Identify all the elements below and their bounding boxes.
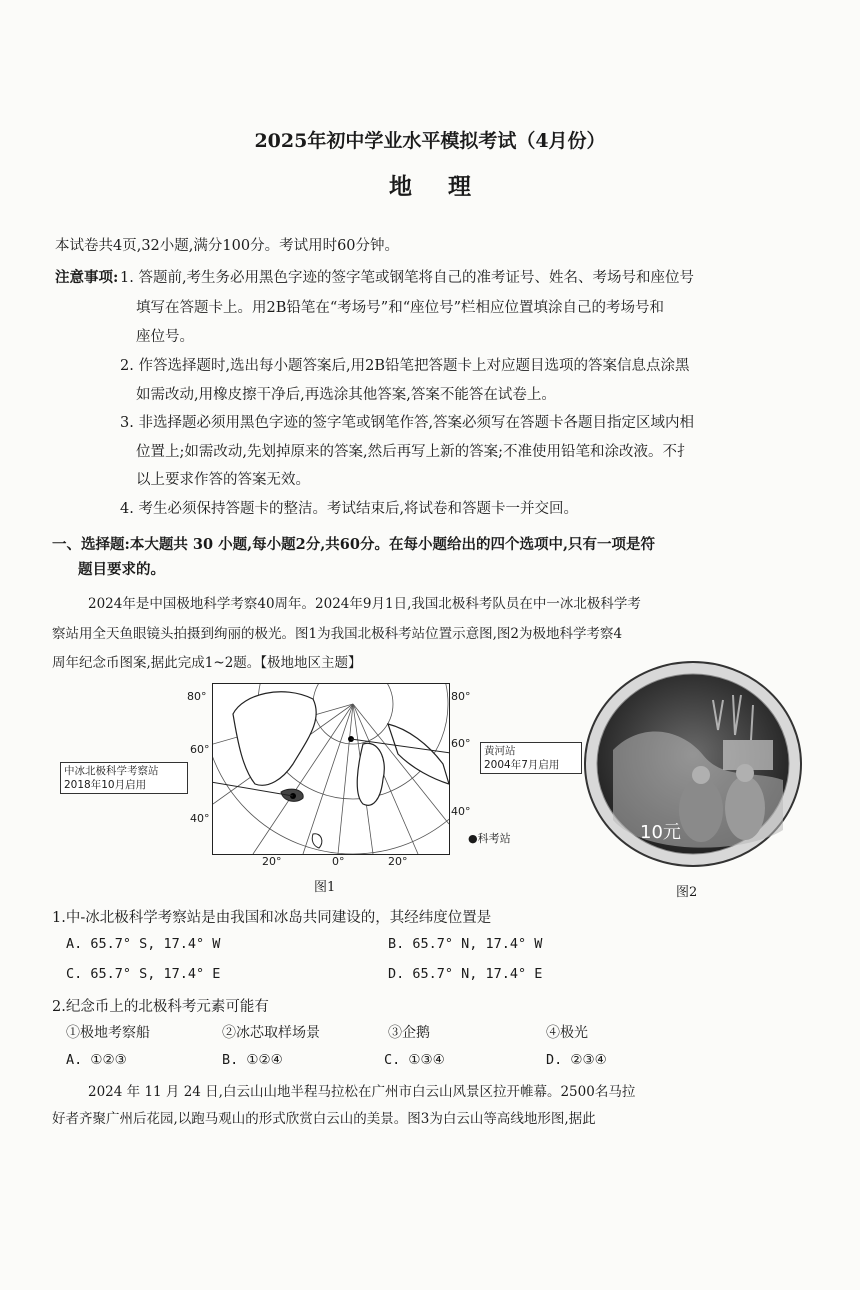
lat-label: 60° — [190, 743, 210, 756]
note-line: 以上要求作答的答案无效。 — [136, 472, 310, 488]
map-legend: ●科考站 — [468, 832, 511, 845]
subject-title: 地 理 — [388, 173, 485, 200]
passage-line: 2024年是中国极地科学考察40周年。2024年9月1日,我国北极科考队员在中一冰北极科学考 — [88, 596, 641, 612]
polar-map — [212, 683, 450, 855]
note-line: 位置上;如需改动,先划掉原来的答案,然后再写上新的答案;不准使用铅笔和涂改液。不扌 — [136, 444, 692, 460]
lon-label: 20° — [388, 855, 408, 868]
option-b: B. ①②④ — [222, 1052, 283, 1068]
station-label-iceland: 中冰北极科学考察站 2018年10月启用 — [60, 762, 188, 794]
option-d: D. ②③④ — [546, 1052, 607, 1068]
note-line: 如需改动,用橡皮擦干净后,再选涂其他答案,答案不能答在试卷上。 — [136, 387, 556, 403]
passage-line: 察站用全天鱼眼镜头拍摄到绚丽的极光。图1为我国北极科考站位置示意图,图2为极地科学考察4 — [52, 626, 623, 642]
note-line: 1. 答题前,考生务必用黑色字迹的签字笔或钢笔将自己的准考证号、姓名、考场号和座位号 — [120, 270, 695, 286]
note-line: 填写在答题卡上。用2B铅笔在“考场号”和“座位号”栏相应位置填涂自己的考场号和 — [136, 300, 665, 316]
note-line: 座位号。 — [136, 329, 194, 345]
lon-label: 20° — [262, 855, 282, 868]
lat-label: 80° — [187, 690, 207, 703]
element-item: ③企鹅 — [388, 1025, 430, 1041]
note-line: 4. 考生必须保持答题卡的整洁。考试结束后,将试卷和答题卡一并交回。 — [120, 501, 579, 517]
exam-title: 2025年初中学业水平模拟考试（4月份） — [254, 130, 606, 152]
option-b: B. 65.7° N, 17.4° W — [388, 936, 543, 952]
lon-label: 0° — [332, 855, 345, 868]
note-line: 2. 作答选择题时,选出每小题答案后,用2B铅笔把答题卡上对应题目选项的答案信息点涂黑 — [120, 358, 690, 374]
passage-line: 2024 年 11 月 24 日,白云山山地半程马拉松在广州市白云山风景区拉开帷幕。2500名马拉 — [88, 1084, 636, 1100]
lat-label: 40° — [190, 812, 210, 825]
coin-value: 10元 — [640, 822, 681, 843]
notes-label: 注意事项: — [55, 269, 119, 286]
lat-label: 80° — [451, 690, 471, 703]
note-line: 3. 非选择题必须用黑色字迹的签字笔或钢笔作答,答案必须写在答题卡各题目指定区域内相 — [120, 415, 695, 431]
lat-label: 40° — [451, 805, 471, 818]
passage-line: 周年纪念币图案,据此完成1~2题。【极地地区主题】 — [52, 655, 362, 671]
section-heading: 一、选择题:本大题共 30 小题,每小题2分,共60分。在每小题给出的四个选项中,只有一项是符 — [52, 536, 656, 553]
element-item: ②冰芯取样场景 — [222, 1025, 320, 1041]
passage-line: 好者齐聚广州后花园,以跑马观山的形式欣赏白云山的美景。图3为白云山等高线地形图,据此 — [52, 1111, 596, 1127]
element-item: ④极光 — [546, 1025, 588, 1041]
option-a: A. 65.7° S, 17.4° W — [66, 936, 221, 952]
element-item: ①极地考察船 — [66, 1025, 150, 1041]
section-heading-cont: 题目要求的。 — [78, 561, 165, 578]
option-a: A. ①②③ — [66, 1052, 127, 1068]
figure1-caption: 图1 — [314, 880, 336, 895]
exam-intro: 本试卷共4页,32小题,满分100分。考试用时60分钟。 — [55, 238, 400, 254]
option-d: D. 65.7° N, 17.4° E — [388, 966, 543, 982]
lat-label: 60° — [451, 737, 471, 750]
question-1: 1.中-冰北极科学考察站是由我国和冰岛共同建设的，其经纬度位置是 — [52, 910, 492, 926]
question-2: 2.纪念币上的北极科考元素可能有 — [52, 999, 269, 1015]
option-c: C. ①③④ — [384, 1052, 445, 1068]
commemorative-coin — [583, 660, 803, 868]
figure2-caption: 图2 — [676, 885, 698, 900]
option-c: C. 65.7° S, 17.4° E — [66, 966, 221, 982]
station-label-yellow-river: 黄河站 2004年7月启用 — [480, 742, 582, 774]
